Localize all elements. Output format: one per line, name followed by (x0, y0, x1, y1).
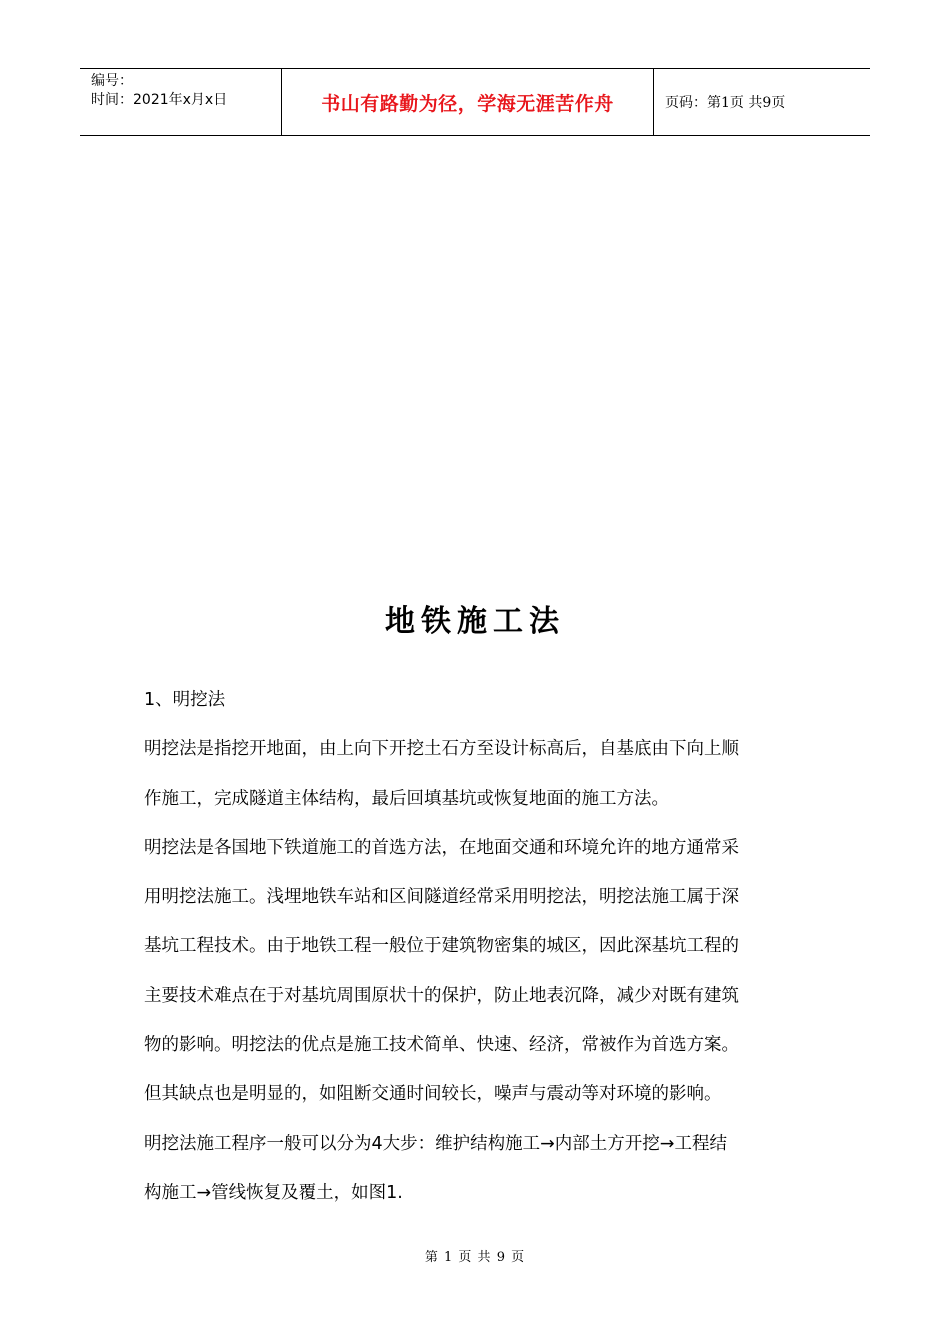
body-line: 用明挖法施工。浅埋地铁车站和区间隧道经常采用明挖法，明挖法施工属于深 (144, 887, 739, 908)
document-title: 地铁施工法 (385, 604, 565, 639)
header-page-cell (654, 69, 870, 135)
header-page-info: 页码：第1页 共9页 (665, 95, 786, 111)
body-line: 明挖法施工程序一般可以分为4大步：维护结构施工→内部土方开挖→工程结 (144, 1133, 727, 1154)
header-motto: 书山有路勤为径，学海无涯苦作舟 (321, 92, 614, 115)
body-line: 主要技术难点在于对基坑周围原状十的保护，防止地表沉降，减少对既有建筑 (144, 985, 739, 1006)
body-line: 基坑工程技术。由于地铁工程一般位于建筑物密集的城区，因此深基坑工程的 (144, 936, 739, 957)
document-date: 时间：2021年x月x日 (91, 92, 228, 108)
body-line: 明挖法是指挖开地面，由上向下开挖土石方至设计标高后，自基底由下向上顺 (144, 739, 739, 760)
body-line: 但其缺点也是明显的，如阻断交通时间较长，噪声与震动等对环境的影响。 (144, 1084, 722, 1105)
body-line: 构施工→管线恢复及覆土，如图1. (144, 1182, 403, 1203)
header-motto-cell (282, 69, 654, 135)
document-body (144, 676, 804, 1218)
header-meta-cell (80, 69, 282, 135)
body-line: 作施工，完成隧道主体结构，最后回填基坑或恢复地面的施工方法。 (144, 788, 669, 809)
page-header (80, 68, 870, 136)
page-footer: 第 1 页 共 9 页 (424, 1250, 526, 1265)
body-line: 明挖法是各国地下铁道施工的首选方法，在地面交通和环境允许的地方通常采 (144, 837, 739, 858)
section-heading: 1、明挖法 (144, 690, 226, 710)
body-line: 物的影响。明挖法的优点是施工技术简单、快速、经济，常被作为首选方案。 (144, 1035, 739, 1056)
document-number-label: 编号： (91, 73, 133, 89)
